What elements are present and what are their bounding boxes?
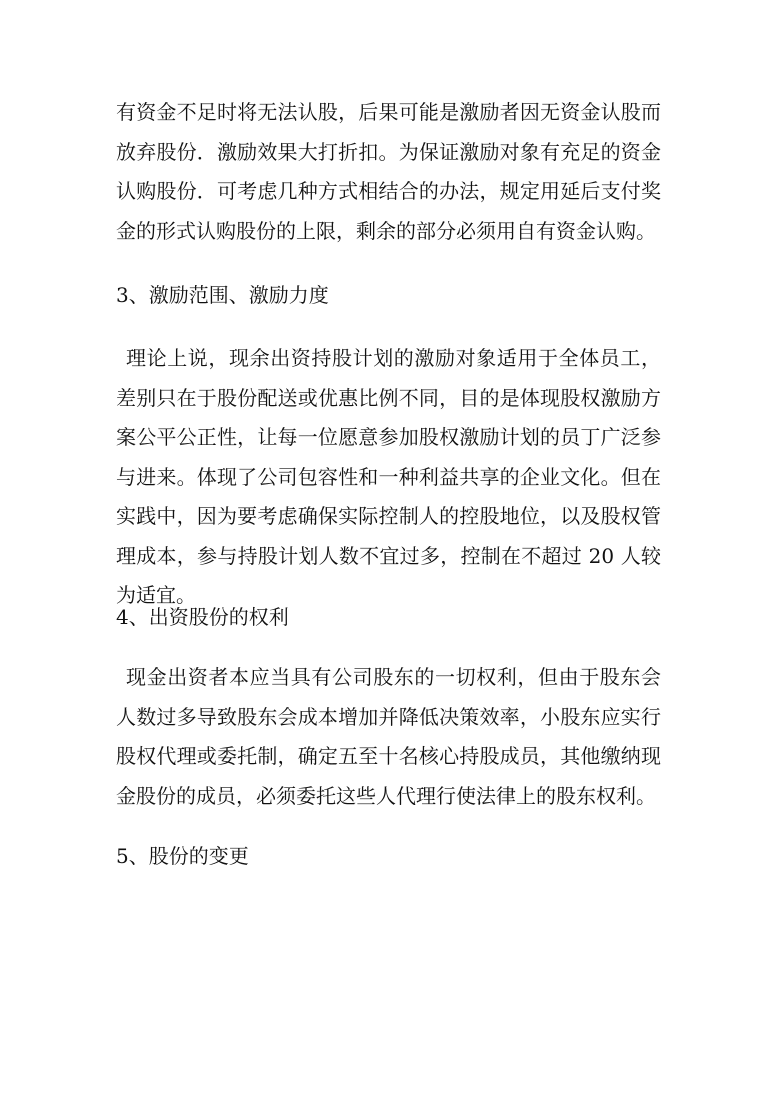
paragraph-incentive-scope: 理论上说，现余出资持股计划的激励对象适用于全体员工，差别只在于股份配送或优惠比例不同，目的是体现股权激励方案公平公正性，让每一位愿意参加股权激励计划的员丁广泛参与进来。体现了公司包容性和一种利益共享的企业文化。但在实践中，因为要考虑确保实际控制人的控股地位，以及股权管理成本，参与持股计划人数不宜过多，控制在不超过 20 人较为适宜。 <box>116 346 661 607</box>
paragraph-funding-limit: 有资金不足时将无法认股，后果可能是激励者因无资金认股而放弃股份．激励效果大打折扣。为保证激励对象有充足的资金认购股份．可考虑几种方式相结合的办法，规定用延后支付奖金的形式认购股份的上限，剩余的部分必须用自有资金认购。 <box>116 100 661 243</box>
heading-incentive-scope: 3、激励范围、激励力度 <box>116 283 329 307</box>
heading-share-changes: 5、股份的变更 <box>116 844 249 868</box>
heading-share-rights: 4、出资股份的权利 <box>116 605 289 629</box>
paragraph-share-rights: 现金出资者本应当具有公司股东的一切权利，但由于股东会人数过多导致股东会成本增加并降低决策效率，小股东应实行股权代理或委托制，确定五至十名核心持股成员，其他缴纳现金股份的成员，必须委托这些人代理行使法律上的股东权利。 <box>116 665 661 808</box>
